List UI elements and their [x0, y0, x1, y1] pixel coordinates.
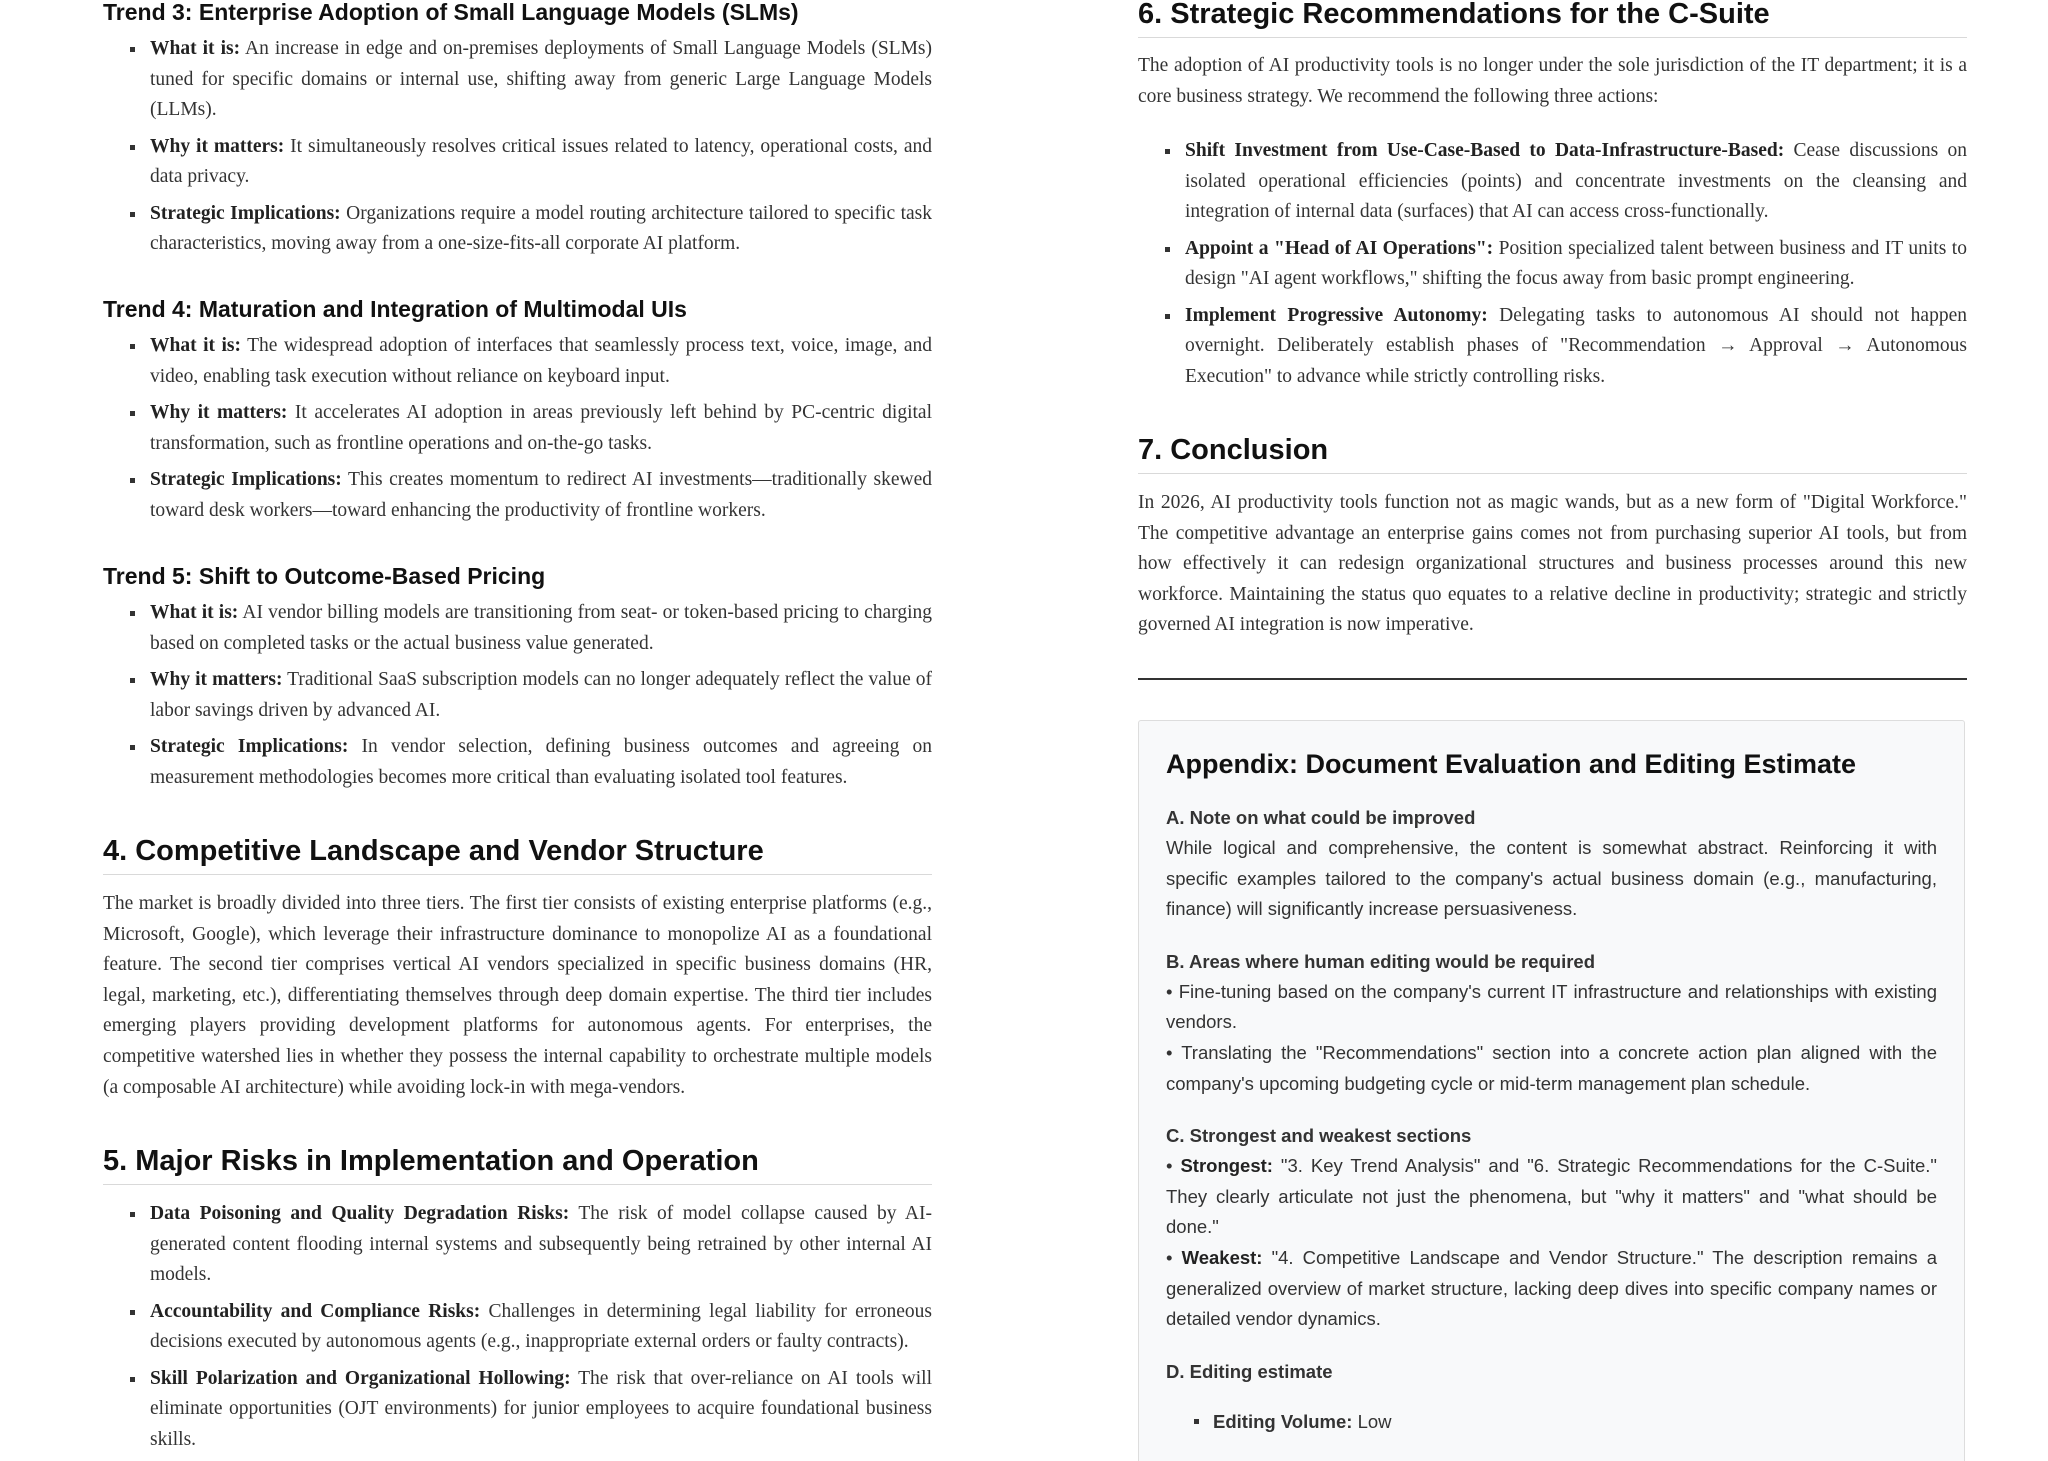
- item-text: AI vendor billing models are transitioning from seat- or token-based pricing to charging based on completed tasks or the actual business value generated.: [150, 602, 932, 654]
- list-item: [150, 1199, 932, 1291]
- section-7-body: In 2026, AI productivity tools function not as magic wands, but as a new form of "Digital Workforce." The competitive advantage an enterprise gains comes not from purchasing superior AI tools, but from how effectively it can redesign organizational structures and business processes around this new workforce. Maintaining the status quo equates to a relative decline in productivity; strategic and strictly governed AI integration is now imperative.: [1138, 492, 1967, 636]
- strongest-text: "3. Key Trend Analysis" and "6. Strategic Recommendations for the C-Suite." They clearly articulate not just the phenomena, but "why it matters" and "what should be done.": [1166, 1155, 1937, 1238]
- list-item: [1185, 136, 1967, 228]
- weakest-text: "4. Competitive Landscape and Vendor Structure." The description remains a generalized overview of market structure, lacking deep dives into specific company names or detailed vendor dynamics.: [1166, 1246, 1937, 1330]
- item-text: Traditional SaaS subscription models can no longer adequately reflect the value of labor savings driven by advanced AI.: [150, 669, 932, 721]
- trend-3-list: [103, 34, 932, 260]
- item-text: The widespread adoption of interfaces that seamlessly process text, voice, image, and video, enabling task execution without reliance on keyboard input.: [150, 335, 932, 387]
- list-item: [150, 34, 932, 126]
- trend-4-block: [103, 295, 932, 532]
- trend-4-heading: Trend 4: Maturation and Integration of Multimodal UIs: [103, 296, 687, 322]
- bullet: •: [1166, 1155, 1181, 1177]
- appendix-a: [1166, 803, 1937, 925]
- item-text: Challenges in determining legal liability for erroneous decisions executed by autonomous agents (e.g., inappropriate external orders or faulty contracts).: [150, 1300, 933, 1352]
- list-item: [150, 331, 932, 392]
- item-label: Why it matters:: [150, 402, 288, 423]
- list-item: [150, 398, 932, 459]
- weakest-label: Weakest:: [1181, 1246, 1263, 1268]
- list-item: [150, 199, 932, 260]
- list-item: [150, 732, 932, 793]
- appendix-d: [1166, 1357, 1937, 1437]
- item-label: Accountability and Compliance Risks:: [150, 1300, 481, 1322]
- item-label: Skill Polarization and Organizational Hollowing:: [150, 1367, 571, 1389]
- list-item: [1185, 301, 1967, 393]
- item-label: What it is:: [150, 38, 241, 59]
- trend-4-list: [103, 331, 932, 526]
- item-text: Delegating tasks to autonomous AI should not happen overnight. Deliberately establish phases of "Recommendation → Approval → Autonomous Execution" to advance while strictly controlling risks.: [1185, 304, 1967, 387]
- appendix-d-list: [1166, 1407, 1937, 1437]
- item-label: Strategic Implications:: [150, 736, 349, 757]
- item-label: Implement Progressive Autonomy:: [1185, 304, 1488, 326]
- item-label: What it is:: [150, 602, 239, 623]
- appendix-c-weakest: [1166, 1243, 1937, 1335]
- section-4-heading: 4. Competitive Landscape and Vendor Structure: [103, 834, 932, 875]
- list-item: [150, 1297, 932, 1358]
- item-label: Why it matters:: [150, 135, 285, 157]
- appendix-box: [1138, 720, 1965, 1461]
- appendix-c: [1166, 1121, 1937, 1335]
- item-text: This creates momentum to redirect AI investments—traditionally skewed toward desk workers—toward enhancing the productivity of frontline workers.: [150, 469, 932, 521]
- section-6-heading: 6. Strategic Recommendations for the C-Suite: [1138, 0, 1967, 38]
- section-4-body: The market is broadly divided into three tiers. The first tier consists of existing enterprise platforms (e.g., Microsoft, Google), which leverage their infrastructure dominance to monopolize AI as a foundational feature. The second tier comprises vertical AI vendors specialized in specific business domains (HR, legal, marketing, etc.), differentiating themselves through deep domain expertise. The third tier includes emerging players providing development platforms for autonomous agents. For enterprises, the competitive watershed lies in whether they possess the internal capability to orchestrate multiple models (a composable AI architecture) while avoiding lock-in with mega-vendors.: [103, 893, 932, 1098]
- item-text: It accelerates AI adoption in areas previously left behind by PC-centric digital transformation, such as frontline operations and on-the-go tasks.: [150, 402, 932, 454]
- section-6-list: [1138, 136, 1967, 392]
- item-text: It simultaneously resolves critical issues related to latency, operational costs, and data privacy.: [150, 135, 932, 187]
- appendix-b-heading: B. Areas where human editing would be required: [1166, 950, 1595, 972]
- trend-3-heading: Trend 3: Enterprise Adoption of Small Language Models (SLMs): [103, 0, 799, 25]
- appendix-b: [1166, 947, 1937, 1099]
- appendix-b-item: • Fine-tuning based on the company's current IT infrastructure and relationships with existing vendors.: [1166, 980, 1937, 1033]
- trend-5-heading: Trend 5: Shift to Outcome-Based Pricing: [103, 563, 546, 589]
- appendix-a-heading: A. Note on what could be improved: [1166, 807, 1476, 828]
- list-item: [150, 1364, 932, 1456]
- section-7-block: [1138, 433, 1967, 641]
- appendix-c-strongest: [1166, 1151, 1937, 1243]
- item-label: Why it matters:: [150, 669, 283, 690]
- section-5-list: [103, 1199, 932, 1455]
- item-label: Shift Investment from Use-Case-Based to Data-Infrastructure-Based:: [1185, 140, 1785, 162]
- item-text: Organizations require a model routing architecture tailored to specific task characteristics, moving away from a one-size-fits-all corporate AI platform.: [150, 202, 932, 254]
- list-item: [150, 132, 932, 193]
- section-5-block: [103, 1144, 932, 1461]
- appendix-b-item: • Translating the "Recommendations" section into a concrete action plan aligned with the company's upcoming budgeting cycle or mid-term management plan schedule.: [1166, 1041, 1937, 1094]
- appendix-c-heading: C. Strongest and weakest sections: [1166, 1125, 1472, 1147]
- appendix-title: Appendix: Document Evaluation and Editing Estimate: [1166, 749, 1857, 779]
- item-label: What it is:: [150, 335, 241, 356]
- appendix-a-body: While logical and comprehensive, the content is somewhat abstract. Reinforcing it with specific examples tailored to the company's actual business domain (e.g., manufacturing, finance) will significantly increase persuasiveness.: [1166, 837, 1937, 920]
- list-item: [150, 598, 932, 659]
- item-label: Appoint a "Head of AI Operations":: [1185, 237, 1494, 259]
- appendix-d-heading: D. Editing estimate: [1166, 1360, 1333, 1382]
- list-item: [150, 665, 932, 726]
- item-text: The risk of model collapse caused by AI-generated content flooding internal systems and subsequently being retrained by other internal AI models.: [150, 1203, 932, 1285]
- section-4-block: [103, 834, 932, 1103]
- item-label: Data Poisoning and Quality Degradation Risks:: [150, 1203, 570, 1224]
- item-text: The risk that over-reliance on AI tools will eliminate opportunities (OJT environments) for junior employees to acquire foundational business skills.: [150, 1367, 932, 1450]
- section-divider: [1138, 678, 1967, 680]
- item-text: In vendor selection, defining business outcomes and agreeing on measurement methodologies becomes more critical than evaluating isolated tool features.: [150, 736, 932, 788]
- section-7-heading: 7. Conclusion: [1138, 433, 1967, 474]
- list-item: [150, 465, 932, 526]
- item-text: Cease discussions on isolated operational efficiencies (points) and concentrate investments on the cleansing and integration of internal data (surfaces) that AI can access cross-functionally.: [1185, 140, 1968, 223]
- trend-5-block: [103, 562, 932, 799]
- item-text: An increase in edge and on-premises deployments of Small Language Models (SLMs) tuned for specific domains or internal use, shifting away from generic Large Language Models (LLMs).: [150, 38, 933, 120]
- list-item: [1213, 1407, 1937, 1437]
- editing-volume-value: Low: [1352, 1410, 1392, 1432]
- trend-5-list: [103, 598, 932, 793]
- list-item: [1185, 234, 1967, 295]
- strongest-label: Strongest:: [1180, 1155, 1273, 1177]
- section-6-intro: The adoption of AI productivity tools is no longer under the sole jurisdiction of the IT department; it is a core business strategy. We recommend the following three actions:: [1138, 55, 1967, 107]
- bullet: •: [1166, 1246, 1182, 1268]
- item-label: Strategic Implications:: [150, 202, 341, 224]
- section-6-block: [1138, 0, 1967, 398]
- trend-3-block: [103, 0, 932, 266]
- item-label: Strategic Implications:: [150, 469, 342, 490]
- section-5-heading: 5. Major Risks in Implementation and Operation: [103, 1144, 932, 1185]
- editing-volume-label: Editing Volume:: [1213, 1410, 1353, 1432]
- item-text: Position specialized talent between business and IT units to design "AI agent workflows," shifting the focus away from basic prompt engineering.: [1185, 237, 1967, 290]
